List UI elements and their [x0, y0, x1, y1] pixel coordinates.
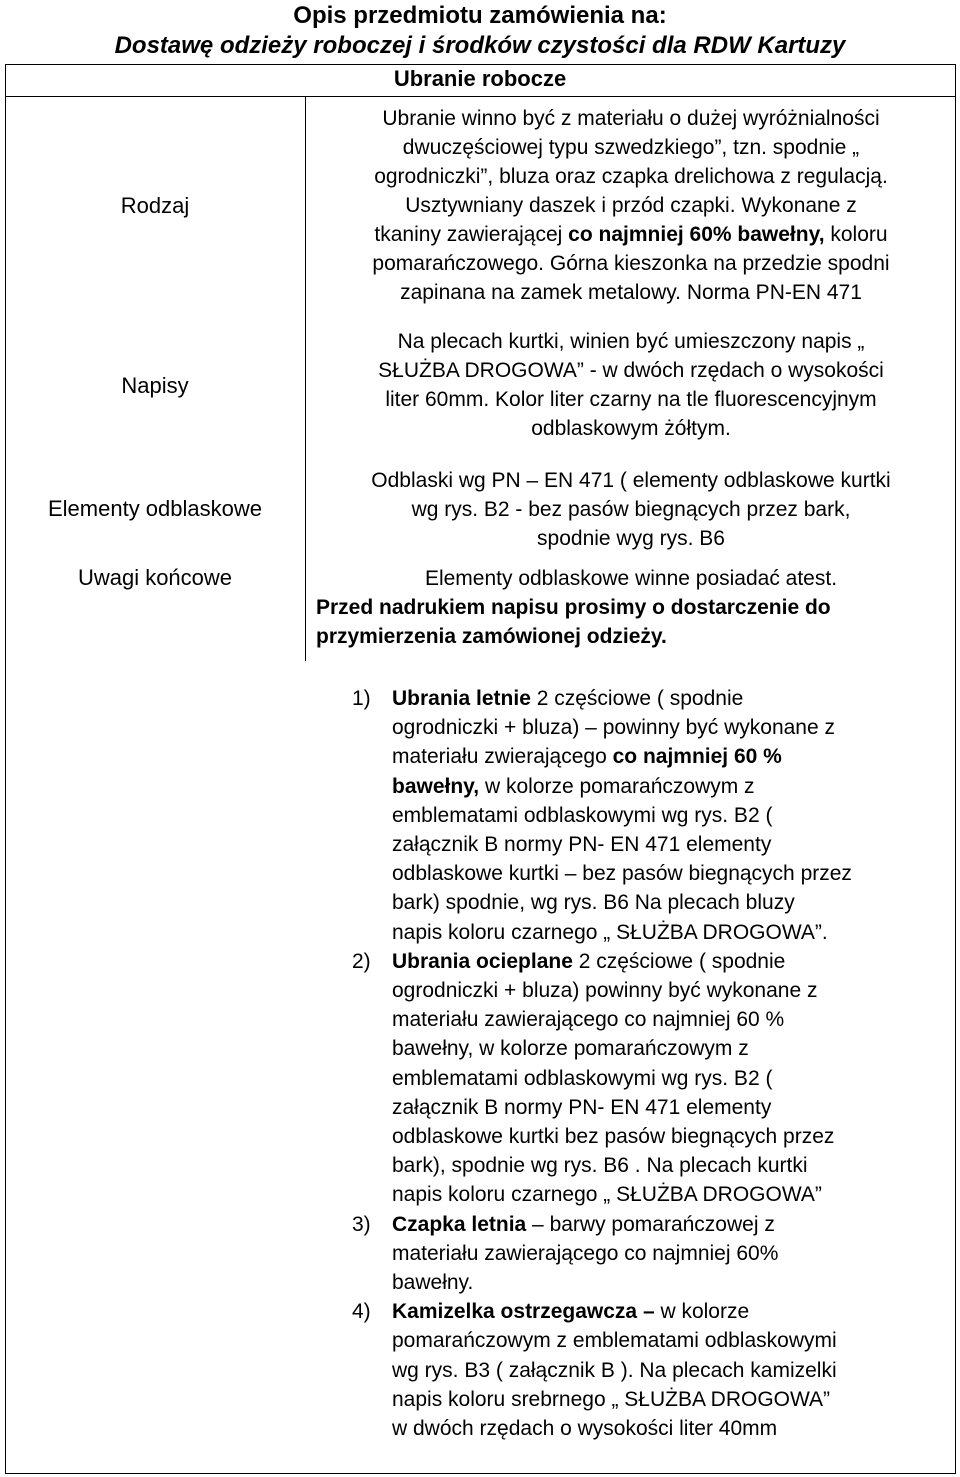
text-line: Elementy odblaskowe winne posiadać atest. — [424, 567, 838, 590]
item-title: Ubrania ocieplane — [392, 949, 573, 973]
text-line — [392, 742, 955, 771]
text-run: tkaniny zawierającej — [374, 223, 569, 246]
text-line: w dwóch rzędach o wysokości liter 40mm — [392, 1417, 778, 1441]
text-line: ogrodniczki”, bluza oraz czapka drelichowa z regulacją. — [374, 165, 888, 188]
list-number: 1) — [352, 687, 371, 710]
text-line: SŁUŻBA DROGOWA” - w dwóch rzędach o wysokości — [378, 359, 884, 382]
text-line: liter 60mm. Kolor liter czarny na tle fluorescencyjnym — [385, 388, 877, 411]
text-run: w kolorze pomarańczowym z — [479, 774, 755, 798]
text-line: spodnie wyg rys. B6 — [537, 527, 725, 550]
text-line: bawełny. — [392, 1271, 474, 1295]
text-line-bold: przymierzenia zamówionej odzieży. — [316, 625, 667, 648]
text-line: odblaskowe kurtki – bez pasów biegnących przez — [392, 862, 852, 886]
text-line: Usztywniany daszek i przód czapki. Wykonane z — [405, 194, 857, 217]
text-line: bark) spodnie, wg rys. B6 Na plecach bluzy — [392, 891, 795, 915]
bold-run: bawełny, — [392, 774, 480, 798]
text-line: Odblaski wg PN – EN 471 ( elementy odblaskowe kurtki — [371, 469, 891, 492]
text-line: ogrodniczki + bluza) – powinny być wykonane z — [392, 716, 835, 740]
row-content-uwagi-koncowe — [306, 564, 956, 651]
bold-run: co najmniej 60 % — [612, 745, 782, 769]
text-run: – barwy pomarańczowej z — [526, 1212, 775, 1236]
list-item — [300, 947, 955, 1210]
text-line: wg rys. B2 - bez pasów biegnących przez bark, — [411, 498, 851, 521]
row-content-napisy — [306, 327, 956, 443]
text-line — [392, 947, 955, 976]
clothing-items-list — [300, 684, 955, 1443]
text-line: napis koloru czarnego „ SŁUŻBA DROGOWA” — [392, 1183, 822, 1207]
text-run: 2 częściowe ( spodnie — [572, 949, 786, 973]
text-line: bawełny, w kolorze pomarańczowym z — [392, 1037, 749, 1061]
text-line: zapinana na zamek metalowy. Norma PN-EN 471 — [400, 281, 862, 304]
text-line — [392, 772, 955, 801]
row-label-napisy: Napisy — [121, 373, 189, 398]
text-line: odblaskowym żółtym. — [531, 417, 731, 440]
row-label-rodzaj: Rodzaj — [120, 193, 190, 218]
row-label-elementy-odblaskowe: Elementy odblaskowe — [47, 496, 262, 521]
text-line: Na plecach kurtki, winien być umieszczony napis „ — [397, 330, 865, 353]
text-line: odblaskowe kurtki bez pasów biegnących przez — [392, 1125, 835, 1149]
text-line: napis koloru srebrnego „ SŁUŻBA DROGOWA” — [392, 1387, 831, 1411]
list-item — [300, 1210, 955, 1298]
item-title: Ubrania letnie — [392, 687, 531, 710]
row-content-rodzaj — [306, 104, 956, 307]
text-line: emblematami odblaskowymi wg rys. B2 ( — [392, 1066, 773, 1090]
document-subtitle: Dostawę odzieży roboczej i środków czystości dla RDW Kartuzy — [114, 32, 846, 59]
text-run: 2 częściowe ( spodnie — [530, 687, 744, 710]
text-run: w kolorze — [654, 1300, 750, 1324]
table-subtitle: Ubranie robocze — [393, 66, 567, 91]
text-line: załącznik B normy PN- EN 471 elementy — [392, 833, 772, 857]
text-line — [392, 1210, 955, 1239]
text-line: pomarańczowym z emblematami odblaskowymi — [392, 1329, 837, 1353]
text-run: koloru — [824, 223, 888, 246]
text-line: bark), spodnie wg rys. B6 . Na plecach kurtki — [392, 1154, 808, 1178]
text-line — [392, 1297, 955, 1326]
text-line: materiału zawierającego co najmniej 60 % — [392, 1008, 785, 1032]
list-number: 2) — [352, 949, 371, 973]
text-line: materiału zawierającego co najmniej 60% — [392, 1241, 779, 1265]
item-title: Czapka letnia — [392, 1212, 527, 1236]
text-line: Ubranie winno być z materiału o dużej wyróżnialności — [382, 107, 880, 130]
text-line: wg rys. B3 ( załącznik B ). Na plecach kamizelki — [392, 1358, 837, 1382]
text-line: emblematami odblaskowymi wg rys. B2 ( — [392, 803, 773, 827]
row-content-elementy-odblaskowe — [306, 466, 956, 553]
list-number: 4) — [352, 1300, 371, 1324]
bold-run: co najmniej 60% bawełny, — [568, 223, 825, 246]
document-title: Opis przedmiotu zamówienia na: — [293, 2, 667, 29]
text-line: ogrodniczki + bluza) powinny być wykonane z — [392, 979, 818, 1003]
item-title: Kamizelka ostrzegawcza – — [392, 1300, 655, 1324]
row-label-uwagi-koncowe: Uwagi końcowe — [77, 565, 233, 590]
text-line-bold: Przed nadrukiem napisu prosimy o dostarczenie do — [316, 596, 831, 619]
text-line: załącznik B normy PN- EN 471 elementy — [392, 1095, 772, 1119]
text-line: pomarańczowego. Górna kieszonka na przedzie spodni — [372, 252, 890, 275]
text-line: napis koloru czarnego „ SŁUŻBA DROGOWA”. — [392, 920, 828, 944]
text-run: materiału zwierającego — [392, 745, 613, 769]
table-divider — [5, 96, 955, 97]
text-line: dwuczęściowej typu szwedzkiego”, tzn. spodnie „ — [402, 136, 860, 159]
list-number: 3) — [352, 1212, 371, 1236]
text-line — [392, 684, 955, 713]
list-item — [300, 1297, 955, 1443]
list-item — [300, 684, 955, 947]
text-line — [306, 220, 956, 249]
